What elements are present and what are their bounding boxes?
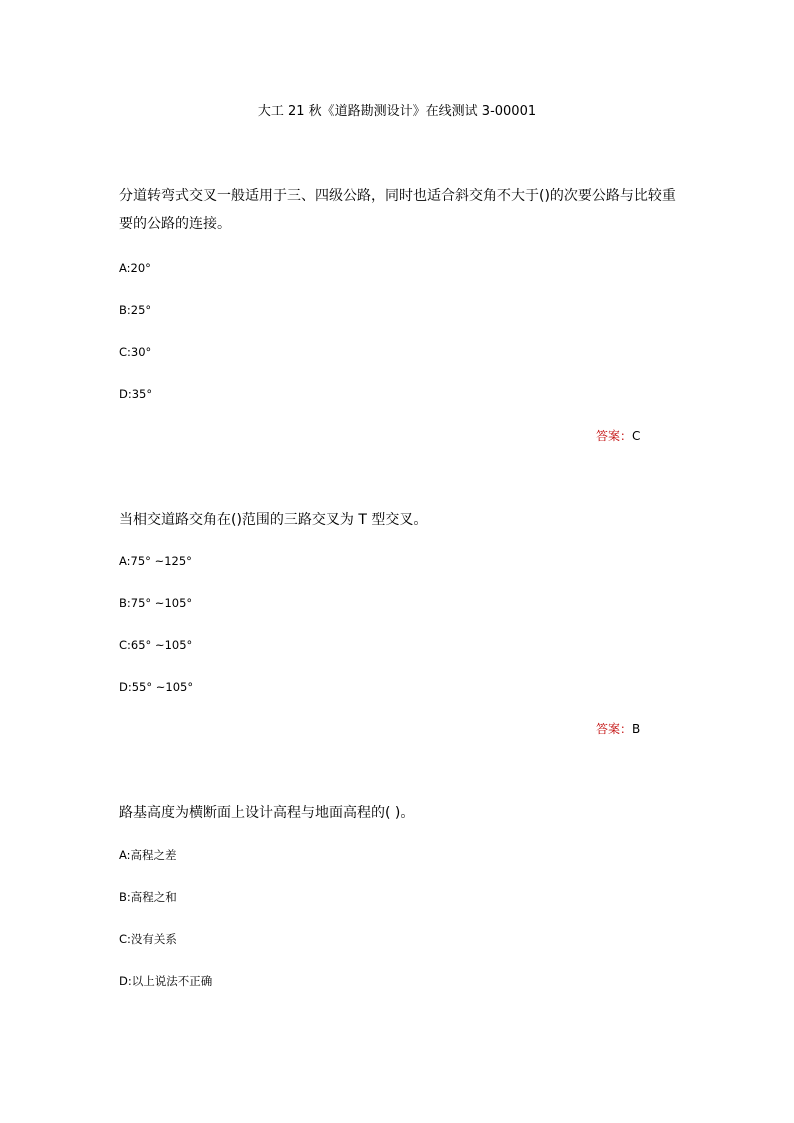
document-title: 大工 21 秋《道路勘测设计》在线测试 3-00001 [257,104,537,119]
option-a: A:高程之差 [119,848,177,862]
option-b: B:25° [119,303,152,317]
option-c: C:65° ~105° [119,638,193,652]
answer-value: C [632,429,641,443]
question-stem: 分道转弯式交叉一般适用于三、四级公路，同时也适合斜交角不大于()的次要公路与比较重要的公路的连接。 [119,188,676,232]
option-b: B:高程之和 [119,890,177,904]
option-a: A:75° ~125° [119,554,192,568]
option-b: B:75° ~105° [119,596,193,610]
option-c: C:30° [119,345,152,359]
answer-line [596,427,640,445]
option-d: D:55° ~105° [119,680,194,694]
question-stem: 路基高度为横断面上设计高程与地面高程的( )。 [119,805,415,821]
option-c: C:没有关系 [119,932,177,946]
option-d: D:35° [119,387,153,401]
option-d: D:以上说法不正确 [119,974,213,988]
option-a: A:20° [119,261,151,275]
question-stem: 当相交道路交角在()范围的三路交叉为 T 型交叉。 [119,512,428,528]
answer-line [596,720,640,738]
answer-value: B [632,722,641,736]
answer-label: 答案： [596,429,633,443]
answer-label: 答案： [596,722,633,736]
